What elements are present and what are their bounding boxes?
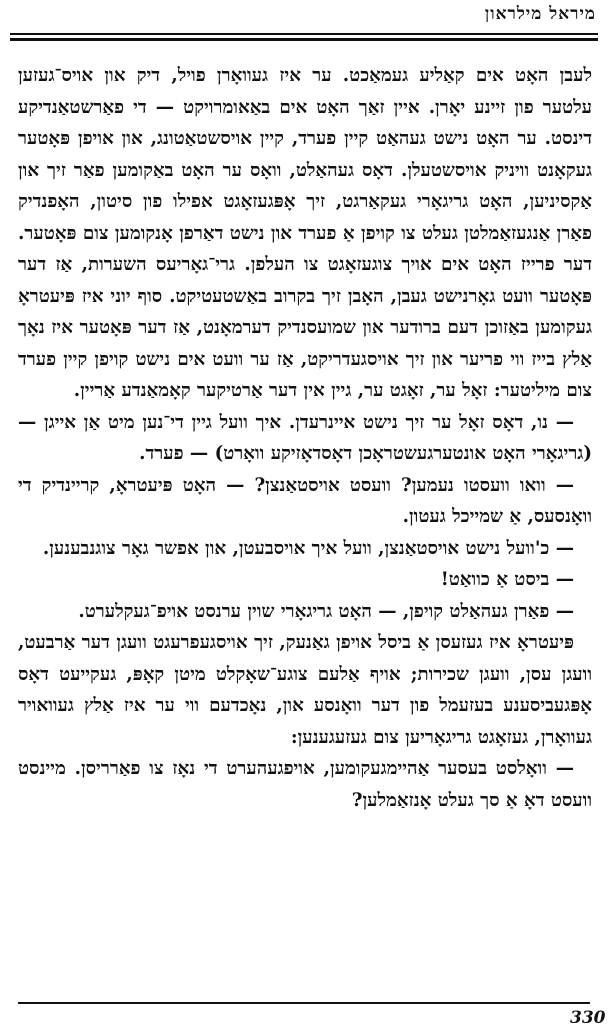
footer-rule: [18, 1002, 590, 1004]
paragraph: פּיעטראָ איז געזעסן אַ ביסל אויפן גאַנעק, זיך אויסגעפרעגט וועגן דער אַרבעט, וועגן עסן, וועגן שכירות; אויף אַלעם צוגע־שאָקלט מיטן קאָפּ, געקייעט דאָס אָפּגעביסענע בעזעמל פון דער וואָנסע און, נאָכדעם ווי ער איז אַלץ געוואויר געוואָרן, געזאָגט גריגאָריען צום געזעגענען:: [18, 632, 592, 748]
header-rule-thin: [10, 33, 598, 35]
paragraph: לעבן האָט אים קאַליע געמאַכט. ער איז געוואָרן פויל, דיק און אויס־געזען עלטער פון זיינע יאָרן. איין זאַך האָט אים באַאומרויקט — די פאַרשטאַנדיקע דינסט. ער האָט נישט געהאַט קיין פערד, קיין אויסשטאַטונג, און אויפן פּאָטער געקאָנט וויניק אויסשטעלן. דאָס געהאַלט, וואָס ער האָט באַקומען פאַר זיך און אַקסיניען, האָט גריגאָרי געקאַרגט, זיך אָפּגעזאָגט אפילו פון סיטון, האָפנדיק פאַרן אַנגעזאַמלטן געלט צו קויפן אַ פערד און נישט דאַרפן אָנקומען צום פּאָטער. דער פרייז האָט אים אויך צוגעזאָגט צו העלפן. גרי־גאָריעס השערות, אַז דער פּאָטער וועט גאָרנישט געבן, האָבן זיך בקרוב באַשטעטיקט. סוף יוני איז פּיעטראָ געקומען באַזוכן דעם ברודער און שמועסנדיק דערמאָנט, אַז דער פּאָטער איז נאָך אַלץ בייז ווי פריער און זיך אויסגעדריקט, אַז ער וועט אים נישט קויפן קיין פערד צום מיליטער: זאָל ער, זאָגט ער, גיין אין דער אַרטיקער קאָמאַנדע אַריין.: [18, 65, 592, 401]
running-header: מיראל מילראון: [484, 4, 596, 24]
paragraph: — וואו וועסטו נעמען? וועסט אויסטאַנצן? — האָט פּיעטראָ, קריינדיק די וואָנסעס, אַ שמייכל געטון.: [18, 474, 592, 527]
body-text: [18, 60, 592, 816]
paragraph: — פאַרן געהאַלט קויפן, — האָט גריגאָרי שוין ערנסט אויפ־געקלערט.: [78, 600, 574, 622]
paragraph: — וואָלסט בעסער אַהיימגעקומען, אויפגעהערט די נאָז צו פאַרריסן. מיינסט וועסט דאָ אַ סך געלט אָנזאַמלען?: [18, 758, 592, 811]
header-rule-thick: [10, 38, 598, 41]
paragraph: — כ'וועל נישט אויסטאַנצן, וועל איך אויסבעטן, און אפשר גאָר צוגנבענען.: [42, 537, 574, 559]
paragraph: — ביסט אַ כוואַט!: [440, 569, 574, 590]
page-number: 330: [570, 1008, 606, 1028]
paragraph: — נו, דאָס זאָל ער זיך נישט איינרעדן. איך וועל גיין די־נען מיט אַן אייגן — (גריגאָרי האָט אונטערגעשטראָכן דאָסדאָזיקע וואָרט) — פערד.: [18, 411, 592, 464]
